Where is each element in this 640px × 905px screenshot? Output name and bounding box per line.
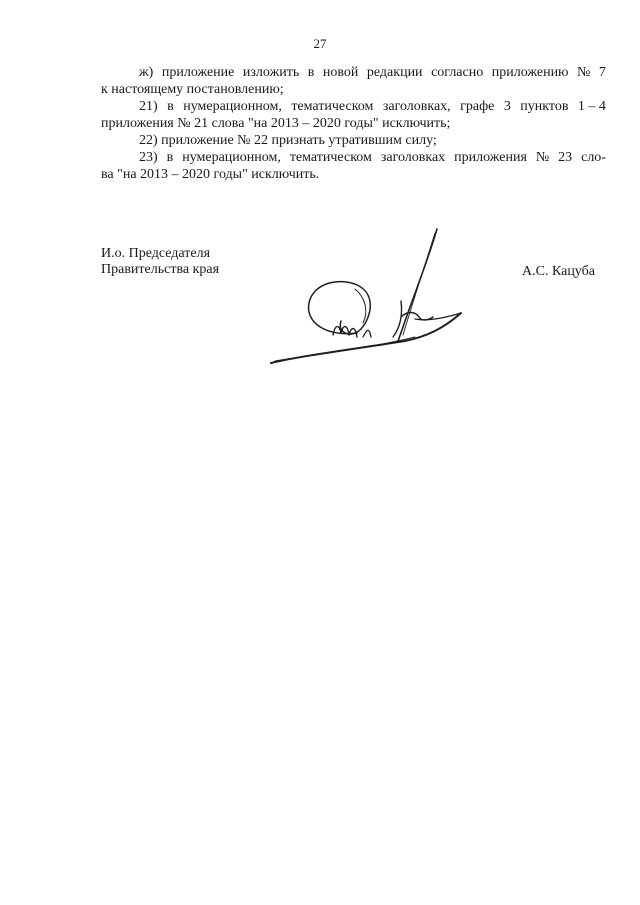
signer-title-line-2: Правительства края — [101, 262, 220, 277]
paragraph-4-line-2: ва "на 2013 – 2020 годы" исключить. — [101, 167, 320, 182]
signer-title-line-1: И.о. Председателя — [101, 246, 211, 261]
paragraph-2-line-2: приложения № 21 слова "на 2013 – 2020 годы" исключить; — [101, 116, 451, 131]
signer-title — [101, 246, 219, 278]
paragraph-1-line-2: к настоящему постановлению; — [101, 82, 284, 97]
handwritten-signature — [265, 225, 465, 370]
paragraph-3-line-1: 22) приложение № 22 признать утратившим силу; — [139, 133, 437, 148]
document-body — [101, 64, 606, 183]
page-number: 27 — [313, 36, 327, 51]
paragraph-4-line-1: 23) в нумерационном, тематическом заголовках приложения № 23 сло- — [139, 150, 606, 165]
paragraph-1-line-1: ж) приложение изложить в новой редакции согласно приложению № 7 — [139, 65, 606, 80]
signer-name: А.С. Кацуба — [522, 264, 595, 279]
paragraph-2-line-1: 21) в нумерационном, тематическом заголовках, графе 3 пунктов 1 – 4 — [139, 99, 606, 114]
